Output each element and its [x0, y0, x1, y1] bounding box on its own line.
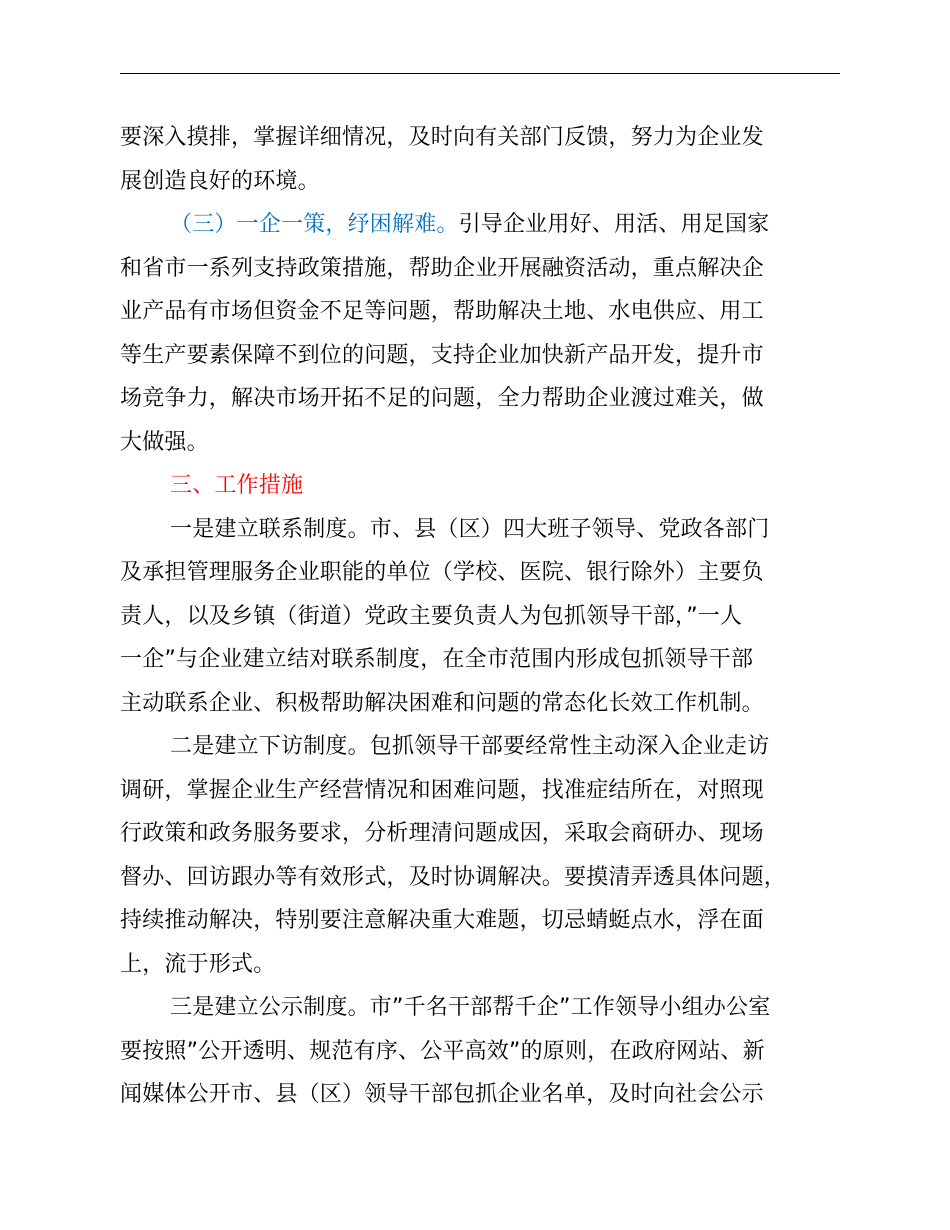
text-line: 调研，掌握企业生产经营情况和困难问题，找准症结所在，对照现 [120, 777, 764, 803]
text-line: 展创造良好的环境。 [120, 168, 320, 194]
text-line: 督办、回访跟办等有效形式，及时协调解决。要摸清弄透具体问题， [120, 864, 787, 890]
text-line: 责人，以及乡镇（街道）党政主要负责人为包抓领导干部，”一人 [120, 603, 743, 629]
text-line: 上，流于形式。 [120, 951, 276, 977]
paragraph-start: 二是建立下访制度。包抓领导干部要经常性主动深入企业走访 [170, 734, 770, 759]
text-line: 持续推动解决，特别要注意解决重大难题，切忌蜻蜓点水，浮在面 [120, 908, 764, 933]
text-line: 一企”与企业建立结对联系制度，在全市范围内形成包抓领导干部 [120, 647, 754, 672]
text-line: 和省市一系列支持政策措施，帮助企业开展融资活动，重点解决企 [120, 255, 764, 281]
text-line: 业产品有市场但资金不足等问题，帮助解决土地、水电供应、用工 [120, 299, 764, 324]
text-line: 场竞争力，解决市场开拓不足的问题，全力帮助企业渡过难关，做 [120, 386, 764, 411]
subheading-text: 引导企业用好、用活、用足国家 [458, 212, 770, 237]
subheading-title: （三）一企一策，纾困解难。 [170, 212, 459, 237]
text-line: 主动联系企业、积极帮助解决困难和问题的常态化长效工作机制。 [120, 690, 764, 716]
section-heading: 三、工作措施 [170, 473, 304, 498]
document-body [120, 116, 865, 1117]
text-line: 等生产要素保障不到位的问题，支持企业加快新产品开发，提升市 [120, 342, 764, 368]
text-line: 大做强。 [120, 429, 209, 455]
paragraph-start: 一是建立联系制度。市、县（区）四大班子领导、党政各部门 [170, 516, 770, 542]
text-line: 要按照”公开透明、规范有序、公平高效”的原则，在政府网站、新 [120, 1038, 765, 1064]
text-line: 要深入摸排，掌握详细情况，及时向有关部门反馈，努力为企业发 [120, 125, 764, 150]
subheading-line [120, 203, 865, 247]
text-line: 闻媒体公开市、县（区）领导干部包抓企业名单，及时向社会公示 [120, 1082, 764, 1107]
text-line: 及承担管理服务企业职能的单位（学校、医院、银行除外）主要负 [120, 560, 764, 585]
text-line: 行政策和政务服务要求，分析理清问题成因，采取会商研办、现场 [120, 821, 764, 846]
header-rule [120, 73, 840, 74]
paragraph-start: 三是建立公示制度。市”千名干部帮千企”工作领导小组办公室 [170, 995, 771, 1020]
